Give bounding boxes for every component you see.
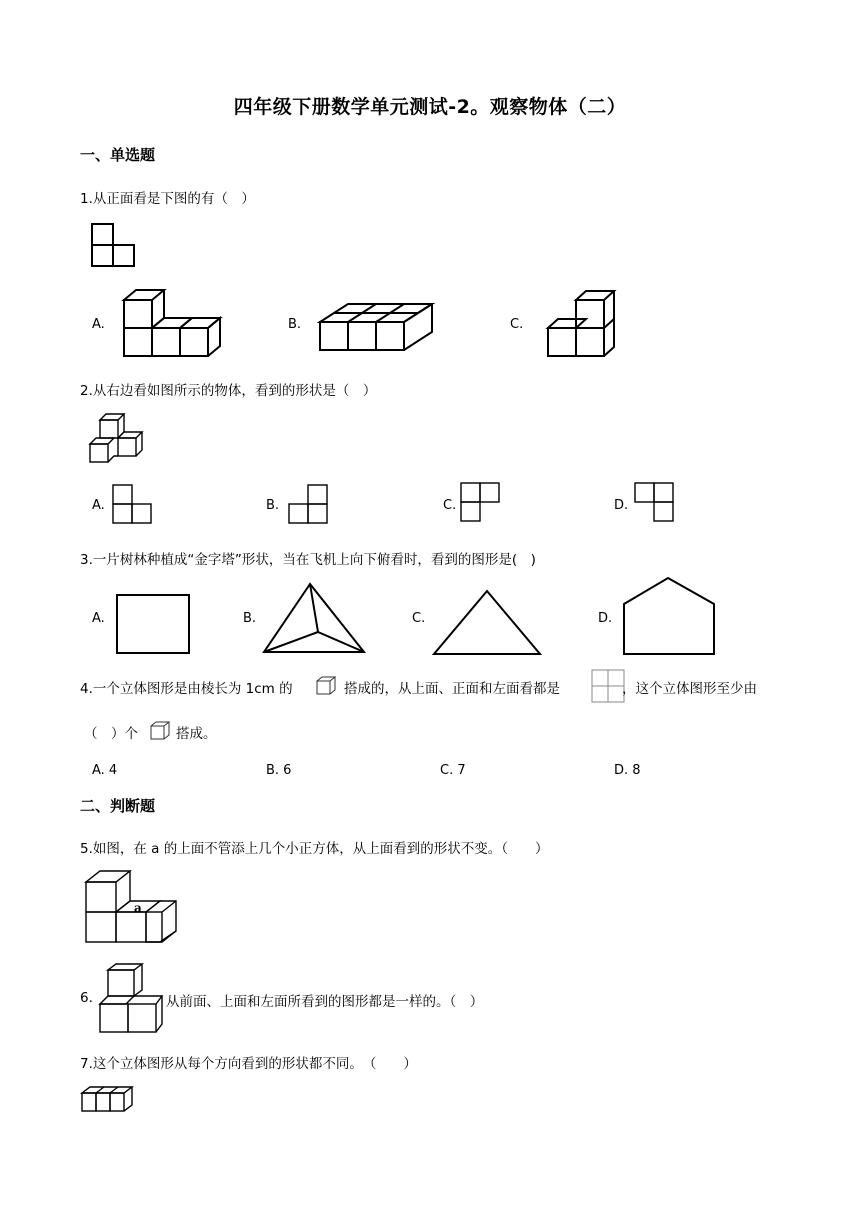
q2-option-b-figure[interactable]: [286, 483, 331, 527]
question-4-text-part-1: 4.一个立体图形是由棱长为 1cm 的: [80, 681, 293, 697]
q3-option-c-label[interactable]: C.: [412, 611, 426, 626]
q5-label-a: a: [134, 901, 142, 915]
q1-option-b-label[interactable]: B.: [288, 317, 302, 332]
q1-option-b-figure[interactable]: [304, 292, 439, 354]
q3-option-a-square-figure[interactable]: [115, 592, 193, 656]
question-4-text-part-3: ，这个立体图形至少由: [622, 681, 757, 697]
question-4-text-part-4: （ ）个: [84, 726, 138, 742]
unit-cube-icon-2: [149, 720, 171, 742]
question-6-text: 从前面、上面和左面所看到的图形都是一样的。（ ）: [166, 994, 484, 1010]
q4-view-grid-figure: [590, 668, 626, 704]
q2-option-d-figure[interactable]: [632, 480, 677, 526]
q3-option-a-label[interactable]: A.: [92, 611, 105, 626]
question-4-text-part-5: 搭成。: [176, 726, 217, 742]
q3-option-d-label[interactable]: D.: [598, 611, 613, 626]
q2-option-d-label[interactable]: D.: [614, 498, 629, 513]
question-6-number: 6.: [80, 990, 93, 1006]
q2-option-a-figure[interactable]: [110, 483, 155, 527]
q4-option-c[interactable]: C. 7: [440, 763, 466, 778]
q6-cube-arrangement-figure: [96, 962, 164, 1036]
q2-option-b-label[interactable]: B.: [266, 498, 280, 513]
question-5-text: 5.如图，在 a 的上面不管添上几个小正方体，从上面看到的形状不变。（ ）: [80, 841, 549, 857]
q2-option-a-label[interactable]: A.: [92, 498, 105, 513]
section-heading-true-false: 二、判断题: [80, 797, 156, 815]
q3-option-b-pyramid-figure[interactable]: [262, 582, 368, 656]
q1-front-view-figure: [84, 220, 156, 272]
q4-option-a[interactable]: A. 4: [92, 763, 118, 778]
q7-row-of-cubes-figure: [80, 1085, 140, 1115]
q3-option-c-triangle-figure[interactable]: [432, 588, 544, 656]
question-2-text: 2.从右边看如图所示的物体，看到的形状是（ ）: [80, 383, 377, 399]
q1-option-a-label[interactable]: A.: [92, 317, 105, 332]
q2-option-c-figure[interactable]: [458, 480, 503, 526]
q3-option-d-pentagon-figure[interactable]: [620, 576, 718, 658]
q1-option-c-label[interactable]: C.: [510, 317, 524, 332]
q5-cube-arrangement-figure: [82, 868, 182, 948]
q1-option-c-figure[interactable]: [546, 288, 641, 360]
q4-option-b[interactable]: B. 6: [266, 763, 292, 778]
section-heading-single-choice: 一、单选题: [80, 146, 156, 164]
question-4-text-part-2: 搭成的，从上面、正面和左面看都是: [344, 681, 560, 697]
question-7-text: 7.这个立体图形从每个方向看到的形状都不同。 （ ）: [80, 1056, 417, 1072]
question-3-text: 3.一片树林种植成“金字塔”形状，当在飞机上向下俯看时，看到的图形是( ): [80, 552, 536, 568]
q3-option-b-label[interactable]: B.: [243, 611, 257, 626]
q4-option-d[interactable]: D. 8: [614, 763, 641, 778]
unit-cube-icon: [315, 675, 337, 697]
q2-option-c-label[interactable]: C.: [443, 498, 457, 513]
q1-option-a-figure[interactable]: [112, 284, 217, 362]
q2-object-figure: [86, 408, 148, 464]
question-1-text: 1.从正面看是下图的有（ ）: [80, 191, 255, 207]
page-title: 四年级下册数学单元测试-2。观察物体（二）: [233, 96, 627, 118]
